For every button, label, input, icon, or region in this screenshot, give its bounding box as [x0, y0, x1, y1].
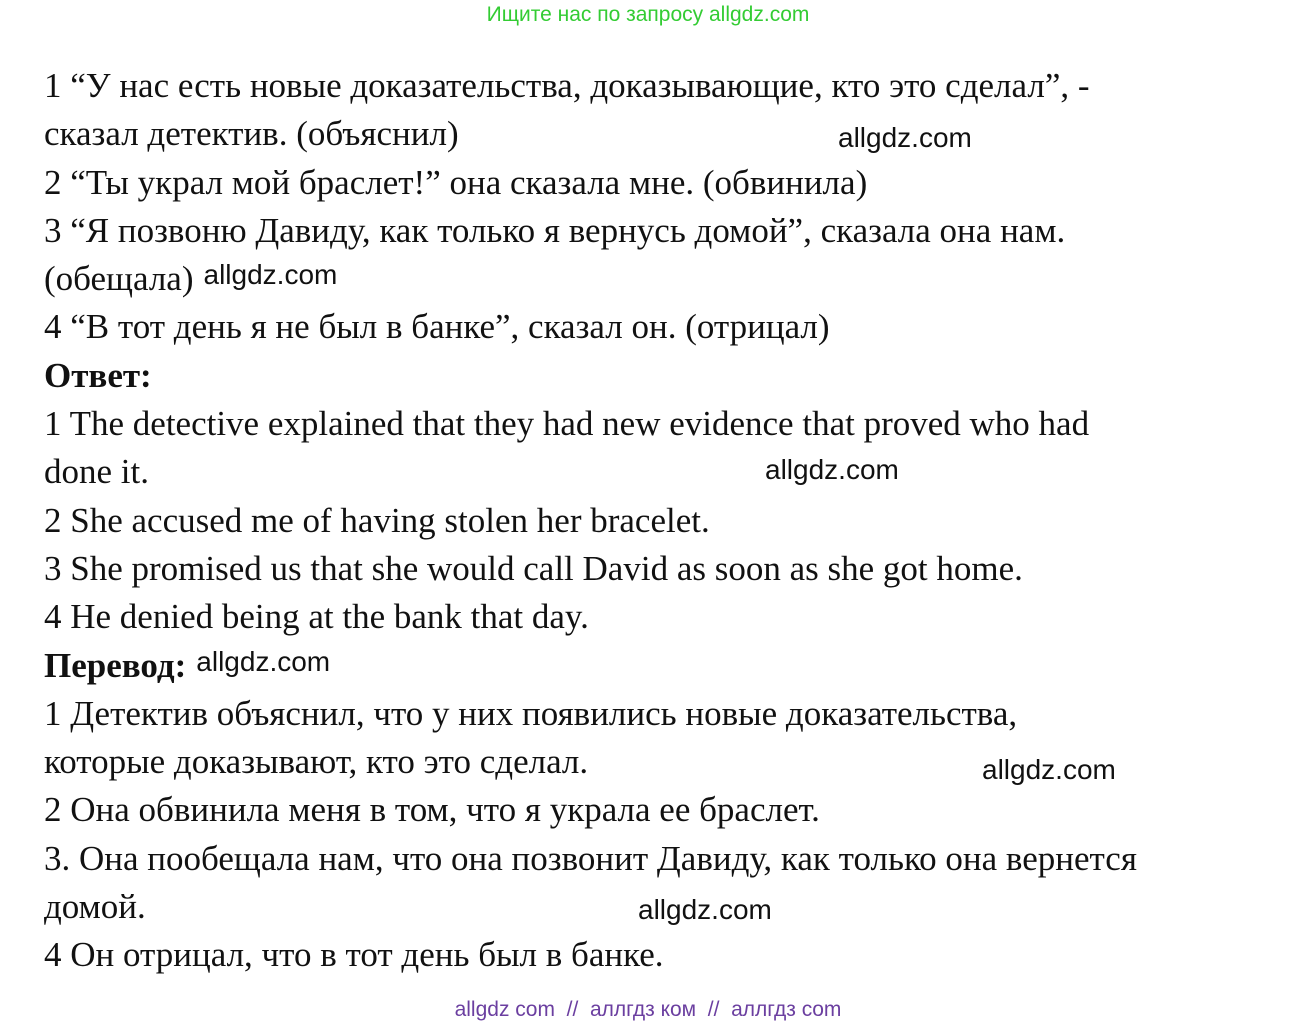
top-banner: Ищите нас по запросу allgdz.com [486, 3, 810, 26]
answer-line: 4 He denied being at the bank that day. [44, 597, 589, 637]
answer-line: done it. [44, 452, 149, 492]
watermark: allgdz.com [196, 645, 331, 677]
task-line: сказал детектив. (объяснил) [44, 114, 459, 154]
translation-line: 2 Она обвинила меня в том, что я украла ее браслет. [44, 790, 820, 830]
watermark: allgdz.com [982, 754, 1116, 785]
translation-line: 3. Она пообещала нам, что она позвонит Давиду, как только она вернется [44, 838, 1137, 878]
translation-line: 1 Детектив объяснил, что у них появились новые доказательства, [44, 693, 1018, 733]
watermark: allgdz.com [765, 454, 899, 485]
task-line: 3 “Я позвоню Давиду, как только я вернусь домой”, сказала она нам. [44, 210, 1066, 250]
watermark: allgdz.com [838, 122, 972, 153]
answer-heading: Ответ: [44, 355, 152, 395]
translation-line: которые доказывают, кто это сделал. [44, 742, 589, 782]
task-line: 1 “У нас есть новые доказательства, доказывающие, кто это сделал”, - [44, 66, 1090, 105]
document-body [44, 62, 1284, 980]
watermark: allgdz.com [203, 259, 338, 291]
answer-line: 2 She accused me of having stolen her bracelet. [44, 500, 710, 540]
footer: allgdz com // аллгдз ком // аллгдз com [454, 998, 842, 1021]
task-line-with-watermark [44, 255, 1284, 303]
answer-line: 3 She promised us that she would call David as soon as she got home. [44, 548, 1023, 588]
translation-heading: Перевод: [44, 645, 187, 685]
answer-line: 1 The detective explained that they had new evidence that proved who had [44, 404, 1090, 444]
watermark: allgdz.com [638, 894, 772, 925]
task-line: 2 “Ты украл мой браслет!” она сказала мне. (обвинила) [44, 162, 868, 202]
task-line: 4 “В тот день я не был в банке”, сказал он. (отрицал) [44, 307, 830, 347]
translation-line: домой. [44, 887, 146, 927]
translation-line: 4 Он отрицал, что в тот день был в банке. [44, 935, 664, 975]
task-line: (обещала) [44, 259, 194, 299]
translation-heading-row [44, 642, 1284, 690]
